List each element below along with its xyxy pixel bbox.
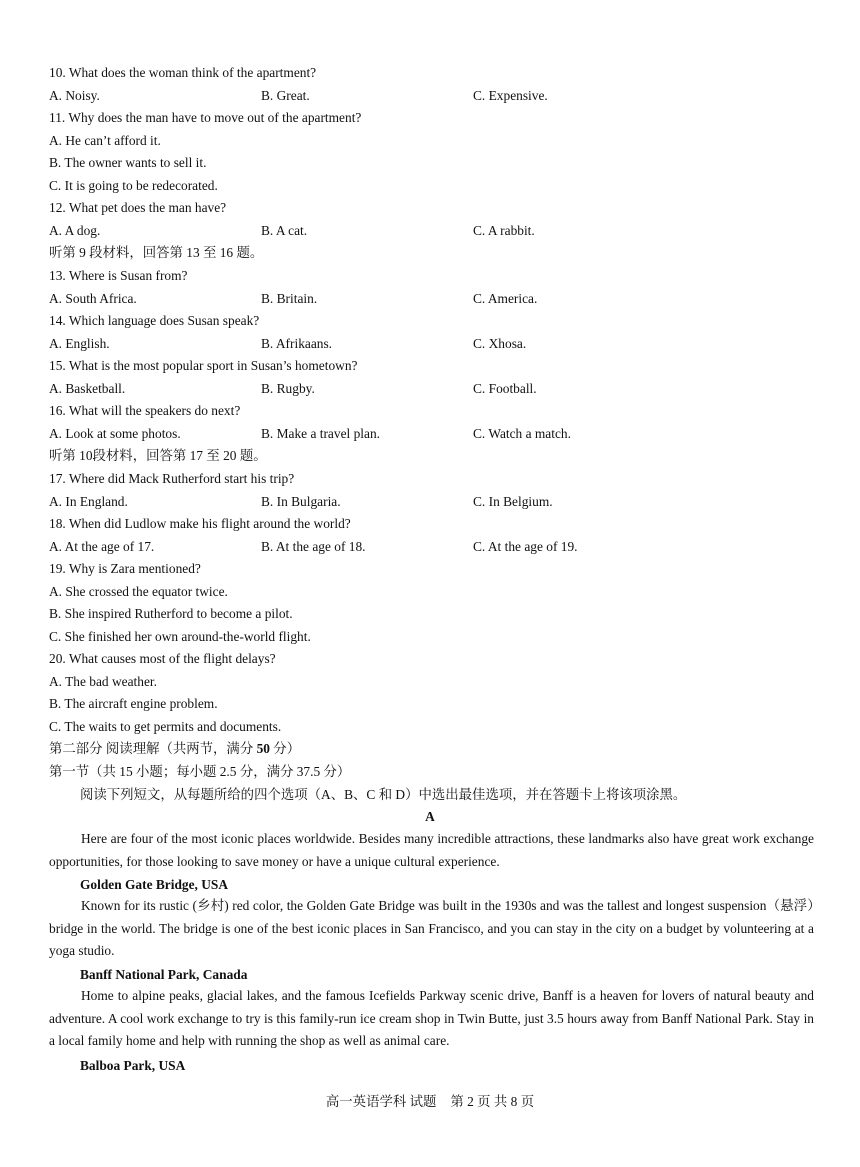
q19-option-c: C. She finished her own around-the-world flight. <box>49 629 311 644</box>
place1-title: Golden Gate Bridge, USA <box>80 877 229 892</box>
q20-option-c: C. The waits to get permits and documents. <box>49 719 282 734</box>
q13-option-b: B. Britain. <box>261 291 318 306</box>
q13-stem: 13. Where is Susan from? <box>49 268 188 283</box>
part2-suffix: 分） <box>269 741 301 756</box>
intro-paragraph <box>49 828 814 873</box>
q11-option-a: A. He can’t afford it. <box>49 133 161 148</box>
q10-option-a: A. Noisy. <box>49 88 100 103</box>
place2-text: Home to alpine peaks, glacial lakes, and the famous Icefields Parkway scenic drive, Banff is a heaven for lovers of natural beauty and adventure. A cool work exchange to try is this family-run ice cream shop in Twin Butte, just 3.5 hours away from Banff National Park. Stay in a local family home and help with running the shop as well as animal care. <box>49 988 814 1049</box>
q14-option-c: C. Xhosa. <box>473 336 527 351</box>
place2-paragraph <box>49 985 814 1053</box>
reading-instruction: 阅读下列短文，从每题所给的四个选项（A、B、C 和 D）中选出最佳选项，并在答题卡上将该项涂黑。 <box>80 787 687 802</box>
intro-text: Here are four of the most iconic places worldwide. Besides many incredible attractions, these landmarks also have great work exchange opportunities, for those looking to save money or have a unique cultural experience. <box>49 831 814 869</box>
q16-option-b: B. Make a travel plan. <box>261 426 380 441</box>
q14-option-a: A. English. <box>49 336 110 351</box>
part2-prefix: 第二部分 阅读理解（共两节，满分 <box>49 741 257 756</box>
q10-stem: 10. What does the woman think of the apartment? <box>49 65 317 80</box>
q17-option-a: A. In England. <box>49 494 128 509</box>
passage-label: A <box>425 809 435 824</box>
q11-option-c: C. It is going to be redecorated. <box>49 178 218 193</box>
q10-option-c: C. Expensive. <box>473 88 548 103</box>
q18-stem: 18. When did Ludlow make his flight around the world? <box>49 516 351 531</box>
place1-text: Known for its rustic (乡村) red color, the Golden Gate Bridge was built in the 1930s and was the tallest and longest suspension（悬浮）bridge in the world. The bridge is one of the best iconic places in San Francisco, and you can stay in the city on a budget by volunteering at a yoga studio. <box>49 898 814 959</box>
place3-title: Balboa Park, USA <box>80 1058 186 1073</box>
page-footer <box>0 1093 860 1111</box>
q17-stem: 17. Where did Mack Rutherford start his trip? <box>49 471 295 486</box>
part2-heading <box>49 740 300 758</box>
q10-option-b: B. Great. <box>261 88 310 103</box>
instruction-section-9: 听第 9 段材料，回答第 13 至 16 题。 <box>49 245 264 260</box>
q19-option-a: A. She crossed the equator twice. <box>49 584 228 599</box>
section1-heading: 第一节（共 15 小题；每小题 2.5 分，满分 37.5 分） <box>49 764 351 779</box>
q14-stem: 14. Which language does Susan speak? <box>49 313 260 328</box>
footer-page-number: 第 2 页 共 8 页 <box>450 1094 535 1109</box>
q11-stem: 11. Why does the man have to move out of the apartment? <box>49 110 362 125</box>
part2-score: 50 <box>256 741 270 756</box>
q18-option-a: A. At the age of 17. <box>49 539 155 554</box>
q15-option-c: C. Football. <box>473 381 537 396</box>
place2-title: Banff National Park, Canada <box>80 967 248 982</box>
q19-stem: 19. Why is Zara mentioned? <box>49 561 201 576</box>
q17-option-c: C. In Belgium. <box>473 494 553 509</box>
q20-stem: 20. What causes most of the flight delays? <box>49 651 276 666</box>
q18-option-c: C. At the age of 19. <box>473 539 578 554</box>
q18-option-b: B. At the age of 18. <box>261 539 366 554</box>
footer-subject: 高一英语学科 试题 <box>325 1094 437 1109</box>
q14-option-b: B. Afrikaans. <box>261 336 333 351</box>
q12-option-c: C. A rabbit. <box>473 223 535 238</box>
q12-option-b: B. A cat. <box>261 223 308 238</box>
q16-option-a: A. Look at some photos. <box>49 426 181 441</box>
q20-option-b: B. The aircraft engine problem. <box>49 696 218 711</box>
q19-option-b: B. She inspired Rutherford to become a pilot. <box>49 606 293 621</box>
place1-paragraph <box>49 895 814 963</box>
q12-stem: 12. What pet does the man have? <box>49 200 227 215</box>
q15-option-b: B. Rugby. <box>261 381 315 396</box>
q15-option-a: A. Basketball. <box>49 381 126 396</box>
q13-option-c: C. America. <box>473 291 538 306</box>
q13-option-a: A. South Africa. <box>49 291 137 306</box>
q20-option-a: A. The bad weather. <box>49 674 157 689</box>
q15-stem: 15. What is the most popular sport in Susan’s hometown? <box>49 358 358 373</box>
q17-option-b: B. In Bulgaria. <box>261 494 341 509</box>
instruction-section-10: 听第 10段材料，回答第 17 至 20 题。 <box>49 448 267 463</box>
q12-option-a: A. A dog. <box>49 223 101 238</box>
q16-stem: 16. What will the speakers do next? <box>49 403 241 418</box>
q11-option-b: B. The owner wants to sell it. <box>49 155 207 170</box>
q16-option-c: C. Watch a match. <box>473 426 571 441</box>
